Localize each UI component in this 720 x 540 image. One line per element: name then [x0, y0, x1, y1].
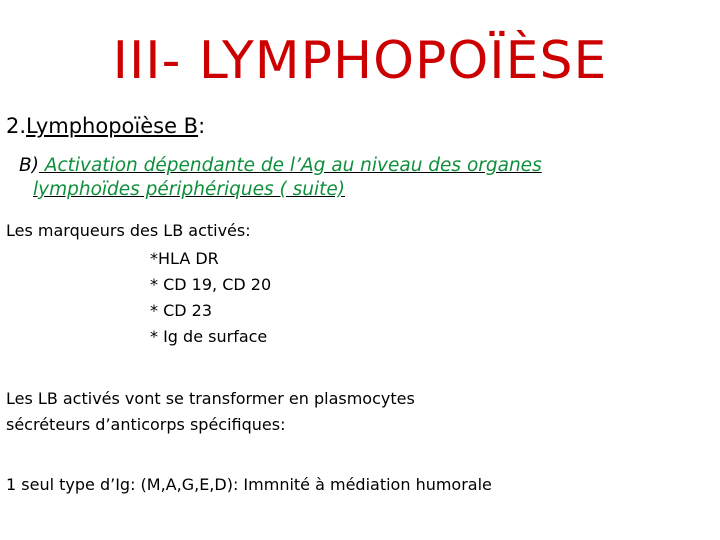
marker-item: * Ig de surface: [150, 327, 268, 346]
subtitle-number: 2.: [6, 114, 27, 138]
section-heading: [19, 154, 709, 202]
transformation-line-2: sécréteurs d’anticorps spécifiques:: [6, 415, 286, 434]
section-heading-line-2: [19, 178, 709, 202]
marker-item: *HLA DR: [150, 249, 219, 268]
section-heading-line-1: [19, 154, 709, 178]
transformation-line-1: Les LB activés vont se transformer en plasmocytes: [6, 389, 415, 408]
section-prefix: B): [19, 155, 39, 176]
subtitle-heading: Lymphopoïèse B: [26, 114, 199, 138]
marker-list: [150, 246, 271, 350]
markers-heading: Les marqueurs des LB activés:: [6, 221, 251, 240]
slide-title: III- LYMPHOPOÏÈSE: [112, 31, 608, 91]
transformation-paragraph: [6, 386, 415, 438]
subtitle: [6, 112, 205, 140]
subtitle-colon: :: [198, 114, 206, 138]
section-line-2-text: lymphoïdes périphériques ( suite): [33, 179, 345, 200]
section-line-1-text: Activation dépendante de l’Ag au niveau des organes: [38, 155, 542, 176]
conclusion-text: 1 seul type d’Ig: (M,A,G,E,D): Immnité à médiation humorale: [6, 475, 492, 494]
marker-item: * CD 23: [150, 301, 213, 320]
marker-item: * CD 19, CD 20: [150, 275, 272, 294]
